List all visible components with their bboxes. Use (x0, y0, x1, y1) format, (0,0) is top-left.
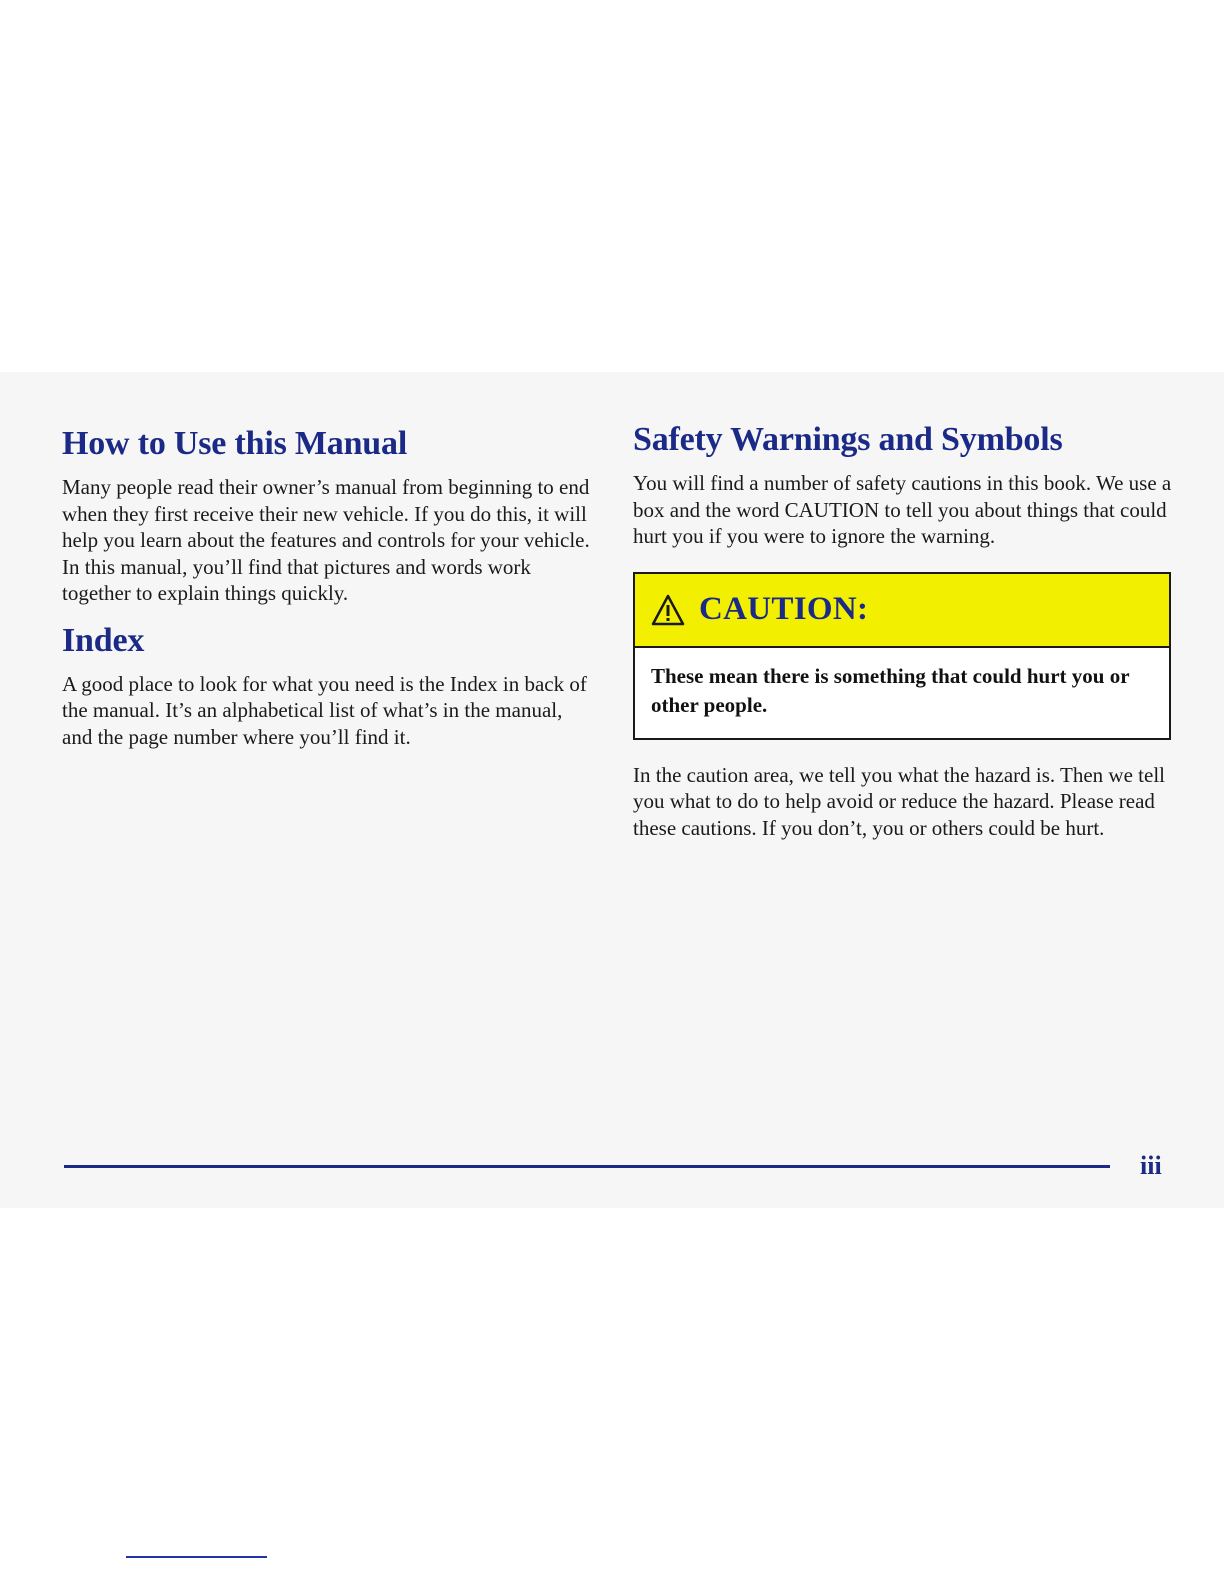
safety-intro-paragraph: You will find a number of safety cautions in this book. We use a box and the word CAUTION to tell you about things that could hurt you if you were to ignore the warning. (633, 471, 1172, 548)
right-column (633, 420, 1178, 841)
index-paragraph: A good place to look for what you need is the Index in back of the manual. It’s an alphabetical list of what’s in the manual, and the page number where you’ll find it. (62, 671, 587, 749)
page-number: iii (1140, 1151, 1162, 1180)
left-column (62, 424, 592, 750)
caution-title: CAUTION: (699, 591, 869, 627)
how-to-use-heading: How to Use this Manual (62, 425, 408, 462)
caution-followup-paragraph: In the caution area, we tell you what the hazard is. Then we tell you what to do to help avoid or reduce the hazard. Please read these cautions. If you don’t, you or others could be hurt. (633, 762, 1165, 840)
warning-triangle-icon (651, 594, 685, 626)
caution-header (635, 574, 1169, 648)
page-edge-line (126, 1556, 267, 1558)
how-to-use-paragraph: Many people read their owner’s manual from beginning to end when they first receive their new vehicle. If you do this, it will help you learn about the features and controls for your vehicle. In this manual, you’ll find that pictures and words work together to explain things quickly. (62, 475, 590, 605)
safety-heading: Safety Warnings and Symbols (633, 421, 1063, 458)
caution-box (633, 572, 1171, 740)
caution-text: These mean there is something that could hurt you or other people. (651, 663, 1130, 717)
index-heading: Index (62, 621, 145, 659)
footer-rule (64, 1165, 1110, 1168)
